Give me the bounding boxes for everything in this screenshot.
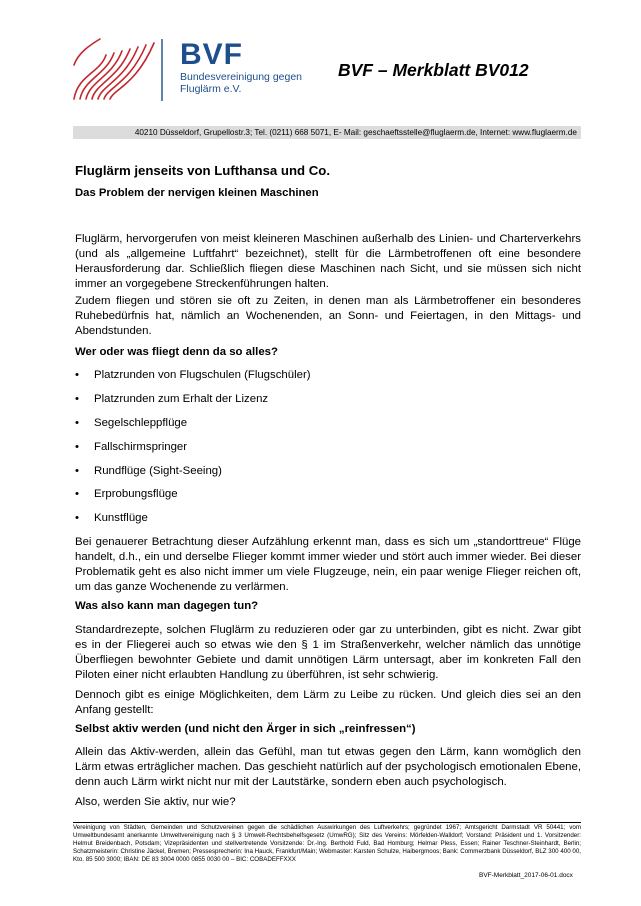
heading-who-flies: Wer oder was fliegt denn da so alles?	[75, 346, 278, 358]
bullet-icon: •	[75, 464, 79, 477]
list-item: • Rundflüge (Sight-Seeing)	[75, 464, 222, 477]
logo-title: BVF	[180, 38, 243, 71]
list-item: • Segelschleppflüge	[75, 416, 188, 429]
logo-subtitle	[180, 71, 302, 95]
paragraph-activity: Allein das Aktiv-werden, allein das Gefühl, man tut etwas gegen den Lärm, kann womöglich den Lärm etwas erträglicher machen. Das geschieht natürlich auf der psychologisch emotionalen Ebene, denn auch Lärm wirkt nicht nur mit der Lautstärke, sondern eben auch psychologisch.	[75, 746, 581, 788]
bullet-icon: •	[75, 392, 79, 405]
list-item: • Erprobungsflüge	[75, 488, 178, 501]
list-item: • Fallschirmspringer	[75, 440, 188, 453]
document-title: BVF – Merkblatt BV012	[338, 60, 529, 80]
paragraph-closing: Also, werden Sie aktiv, nur wie?	[75, 796, 236, 808]
list-item: • Kunstflüge	[75, 512, 148, 525]
page-title: Fluglärm jenseits von Lufthansa und Co.	[75, 163, 330, 178]
bullet-icon: •	[75, 416, 79, 429]
bvf-logo-icon	[70, 35, 180, 105]
footer-filename: BVF-Merkblatt_2017-06-01.docx	[479, 872, 573, 879]
address-bar: 40210 Düsseldorf, Grupellostr.3; Tel. (0211) 668 5071, E- Mail: geschaeftsstelle@fluglaerm.de, Internet: www.fluglaerm.de	[73, 126, 581, 139]
heading-what-to-do: Was also kann man dagegen tun?	[75, 600, 259, 612]
list-item: • Platzrunden zum Erhalt der Lizenz	[75, 392, 269, 405]
bullet-icon: •	[75, 512, 79, 525]
page-subtitle: Das Problem der nervigen kleinen Maschinen	[75, 187, 319, 199]
paragraph-possibilities: Dennoch gibt es einige Möglichkeiten, dem Lärm zu Leibe zu rücken. Und gleich dies sei an den Anfang gestellt:	[75, 689, 581, 716]
bullet-icon: •	[75, 488, 79, 501]
paragraph-observation: Bei genauerer Betrachtung dieser Aufzählung erkennt man, dass es sich um „standorttreue“ Flüge handelt, d.h., ein und derselbe Flieger kommt immer wieder und stört auch immer wieder. Bei dieser Problematik geht es also nicht immer um viele Flugzeuge, nein, ein paar wenige Flieger reichen oft, um das ganze Wochenende zu verlärmen.	[75, 536, 581, 593]
list-item: • Platzrunden von Flugschulen (Flugschüler)	[75, 369, 311, 381]
paragraph-intro: Fluglärm, hervorgerufen von meist kleineren Maschinen außerhalb des Linien- und Charterverkehrs (und als „allgemeine Luftfahrt“ bezeichnet), stellt für die Lärmbetroffenen oft eine besondere Herausforderung dar. Schließlich fliegen diese Maschinen nach Sicht, und sie müssen sich nicht immer an vorgegebene Streckenführungen halten.	[75, 233, 581, 290]
logo-subtitle-line-2: Fluglärm e.V.	[180, 83, 242, 95]
flight-types-list	[75, 369, 311, 536]
bullet-icon: •	[75, 440, 79, 453]
footer-divider	[73, 822, 581, 823]
heading-be-active: Selbst aktiv werden (und nicht den Ärger in sich „reinfressen“)	[75, 723, 416, 735]
paragraph-standard-remedies: Standardrezepte, solchen Fluglärm zu reduzieren oder gar zu unterbinden, gibt es nicht. Zwar gibt es in der Fliegerei auch so etwas wie den § 1 im Straßenverkehr, welcher nämlich das unnötige Überfliegen bewohnter Gebiete und damit unnötigen Lärm untersagt, aber im konkreten Fall den Piloten einer nicht erlaubten Handlung zu überführen, ist sehr schwierig.	[75, 624, 581, 681]
paragraph-timing: Zudem fliegen und stören sie oft zu Zeiten, in denen man als Lärmbetroffener ein besonderes Ruhebedürfnis hat, nämlich an Wochenenden, an Sonn- und Feiertagen, in den Mittags- und Abendstunden.	[75, 295, 581, 337]
bullet-icon: •	[75, 369, 79, 381]
footer-text: Vereinigung von Städten, Gemeinden und Schutzvereinen gegen die schädlichen Auswirkungen des Luftverkehrs; gegründet 1967; Amtsgericht Darmstadt VR 50441; vom Umweltbundesamt anerkannte Umweltvereinigung nach § 3 Umwelt-Rechtsbehelfsgesetz (UmwRG); Sitz des Vereins: Mörfelden-Walldorf; Vorstand: Präsident und 1. Vorsitzender: Helmut Breidenbach, Potsdam; Vizepräsidenten und stellvertretende Vorsitzende: Dr.-Ing. Berthold Fuld, Bad Homburg; Helmar Pless, Essen; Rainer Teschner-Steinhardt, Berlin; Schatzmeisterin: Christine Jäckel, Bremen; Pressesprecherin: Ina Hauck, Frankfurt/Main; Webmaster: Karsten Schulze, Haibergmoos; Bank: Commerzbank Düsseldorf, BLZ 300 400 00, Kto. 85 500 3000; IBAN: DE 83 3004 0000 0855 0030 00 – BIC: COBADEFFXXX	[73, 824, 581, 863]
logo-subtitle-line-1: Bundesvereinigung gegen	[180, 71, 303, 83]
